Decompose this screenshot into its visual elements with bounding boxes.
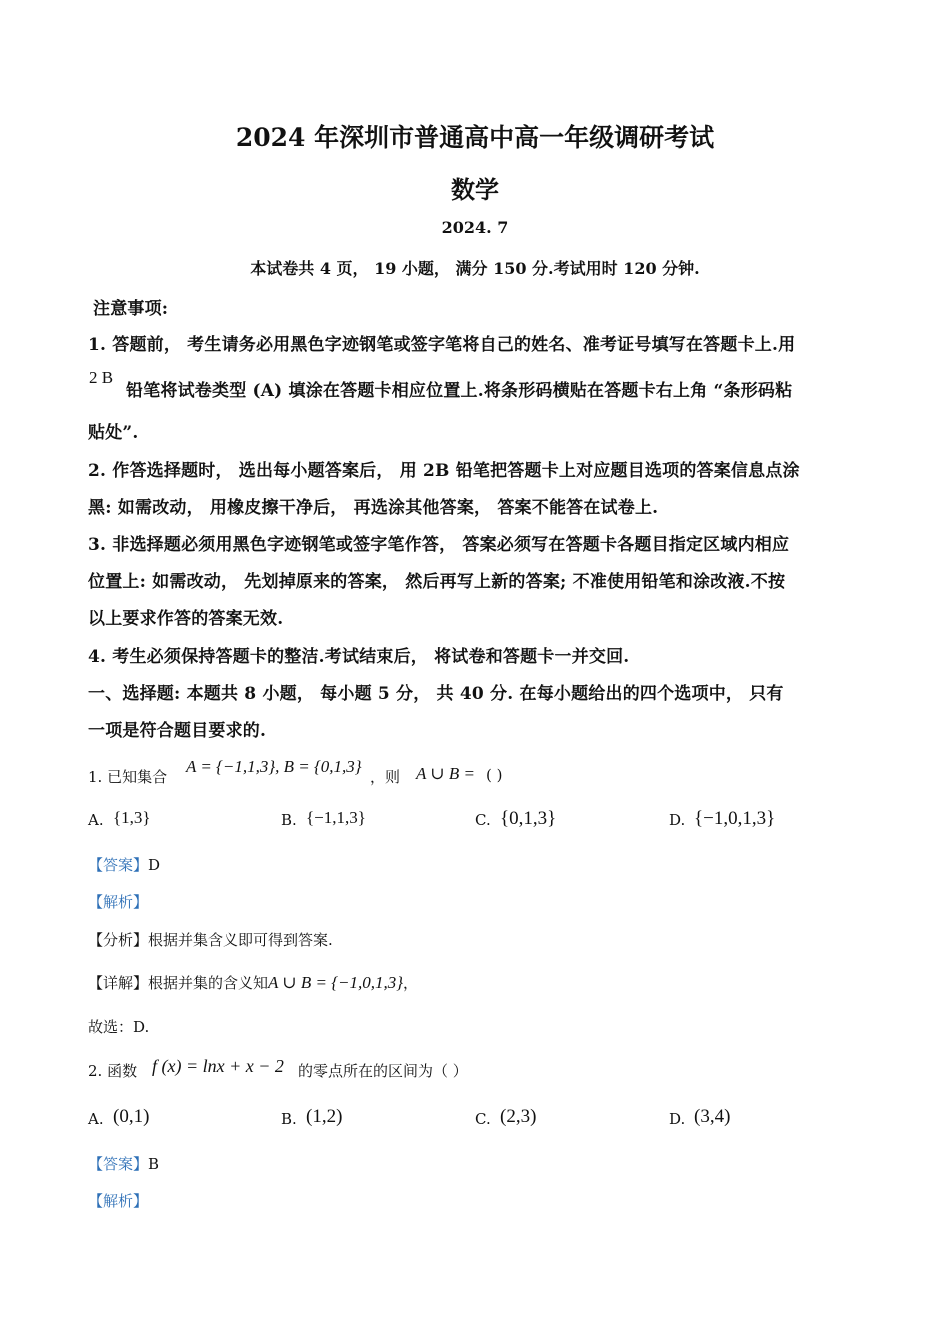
q1-option-c-label: C. <box>475 811 491 829</box>
q2-analysis-tag: 【解析】 <box>88 1192 149 1210</box>
q1-xiangjie-tag: 【详解】 <box>88 974 149 992</box>
exam-title: 2024 年深圳市普通高中高一年级调研考试 <box>235 123 715 152</box>
q1-then: ，则 <box>370 768 401 786</box>
q1-answer-value: D <box>148 856 161 874</box>
q1-sets: A = {−1,1,3}, B = {0,1,3} <box>186 757 362 776</box>
q2-answer-tag: 【答案】 <box>88 1155 149 1173</box>
q2-func: f (x) = lnx + x − 2 <box>152 1056 284 1076</box>
exam-subject: 数学 <box>451 175 499 204</box>
q2-answer-value: B <box>148 1155 160 1173</box>
pencil-mark <box>89 368 113 388</box>
q2-option-c-value: (2,3) <box>500 1106 537 1127</box>
q1-option-c-value: {0,1,3} <box>500 808 557 829</box>
q1-union: A ∪ B = <box>416 764 475 783</box>
q1-option-b-value: {−1,1,3} <box>306 808 366 827</box>
section1-line-1: 一、选择题: 本题共 8 小题， 每小题 5 分， 共 40 分. 在每小题给出的四个选项中， 只有 <box>88 684 784 704</box>
q2-option-b-value: (1,2) <box>306 1106 343 1127</box>
notice-heading: 注意事项: <box>93 299 169 319</box>
notice-line-2: 铅笔将试卷类型 (A) 填涂在答题卡相应位置上.将条形码横贴在答题卡右上角 “条形码粘 <box>126 381 793 401</box>
q1-fenxi <box>88 929 333 950</box>
section1-line-2: 一项是符合题目要求的. <box>88 721 267 741</box>
q2-option-b-label: B. <box>281 1110 297 1128</box>
q1-option-b-label: B. <box>281 811 297 829</box>
notice-line-5: 黑: 如需改动， 用橡皮擦干净后， 再选涂其他答案， 答案不能答在试卷上. <box>88 498 659 518</box>
q1-fenxi-text: 根据并集含义即可得到答案. <box>148 931 333 949</box>
q1-xiangjie-text: 根据并集的含义知 <box>148 974 269 992</box>
pencil-mark-text: 2 B <box>89 368 114 387</box>
q1-analysis-tag: 【解析】 <box>88 893 149 911</box>
notice-line-1: 1. 答题前， 考生请务必用黑色字迹钢笔或签字笔将自己的姓名、准考证号填写在答题卡上.用 <box>88 335 796 355</box>
notice-line-3: 贴处”. <box>88 423 139 443</box>
q1-answer-tag: 【答案】 <box>88 856 149 874</box>
q1-option-d-label: D. <box>669 811 686 829</box>
q1-prefix: 1. 已知集合 <box>88 768 168 786</box>
q2-option-c-label: C. <box>475 1110 491 1128</box>
q1-option-d-value: {−1,0,1,3} <box>694 808 776 829</box>
q2-suffix: 的零点所在的区间为（ ） <box>298 1062 468 1080</box>
q1-fenxi-tag: 【分析】 <box>88 931 149 949</box>
q1-option-a-value: {1,3} <box>113 808 151 827</box>
notice-line-4: 2. 作答选择题时， 选出每小题答案后， 用 2B 铅笔把答题卡上对应题目选项的答案信息点涂 <box>88 461 800 481</box>
notice-line-9: 4. 考生必须保持答题卡的整洁.考试结束后， 将试卷和答题卡一并交回. <box>88 647 630 667</box>
q2-answer <box>88 1153 159 1174</box>
q1-answer <box>88 854 160 875</box>
q1-conclusion: 故选：D. <box>88 1018 150 1036</box>
q2-option-d-value: (3,4) <box>694 1106 731 1127</box>
q2-option-a-value: (0,1) <box>113 1106 150 1127</box>
q2-option-a-label: A. <box>88 1110 104 1128</box>
q2-option-d-label: D. <box>669 1110 686 1128</box>
q1-xiangjie <box>88 972 418 993</box>
q1-xiangjie-end: ， <box>403 974 419 992</box>
notice-line-7: 位置上: 如需改动， 先划掉原来的答案， 然后再写上新的答案; 不准使用铅笔和涂改液.不按 <box>88 572 786 592</box>
q1-paren: ( ) <box>486 766 503 784</box>
q2-prefix: 2. 函数 <box>88 1062 138 1080</box>
notice-line-8: 以上要求作答的答案无效. <box>88 609 284 629</box>
exam-info: 本试卷共 4 页， 19 小题， 满分 150 分.考试用时 120 分钟. <box>250 259 700 278</box>
notice-line-6: 3. 非选择题必须用黑色字迹钢笔或签字笔作答， 答案必须写在答题卡各题目指定区域内相应 <box>88 535 790 555</box>
q1-xiangjie-math: A ∪ B = {−1,0,1,3} <box>268 973 404 992</box>
q1-option-a-label: A. <box>88 811 104 829</box>
exam-date: 2024. 7 <box>441 218 509 237</box>
